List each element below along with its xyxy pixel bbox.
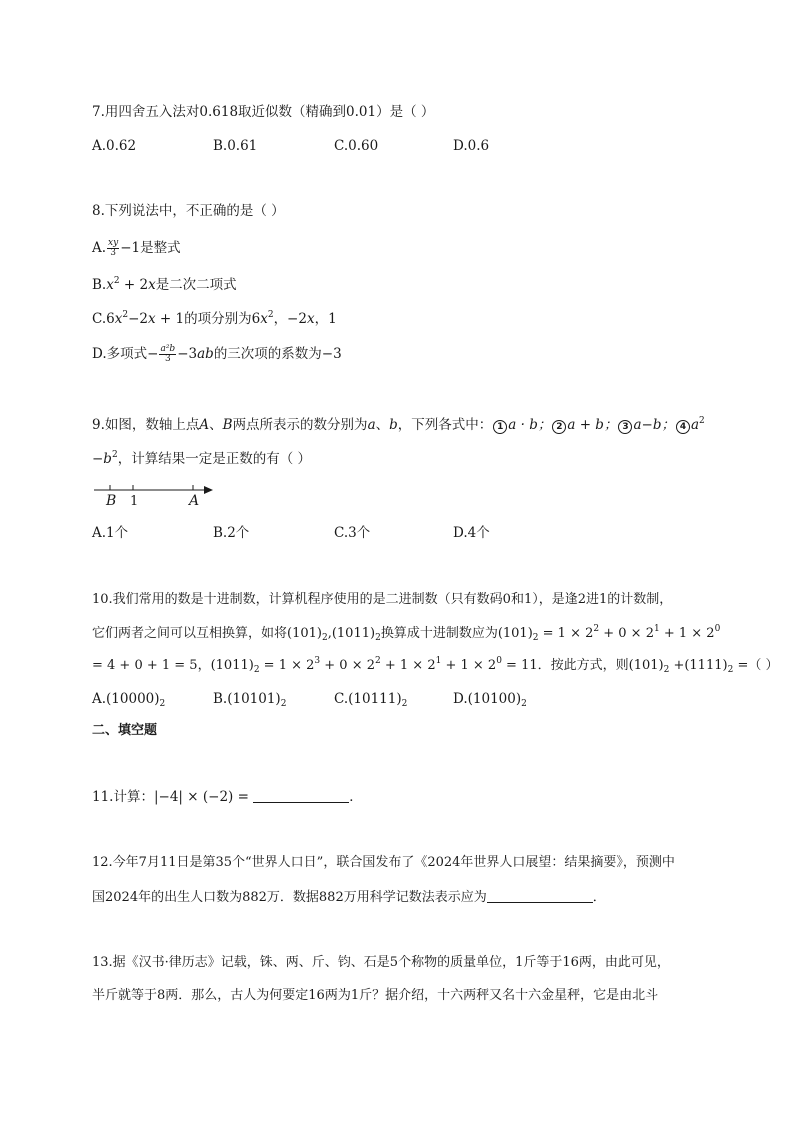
q10-option-b: $B.(10101)_2$ [213,691,287,709]
q8-option-b: $B.x^2 + 2x$是二次二项式 [92,276,237,293]
q9-option-d: D.4个 [453,525,490,541]
section-title-fill-in: 二、填空题 [92,723,158,738]
number-line-arrow-icon [204,486,213,494]
q12-stem-line2: 国2024年的出生人口数为882万．数据882万用科学记数法表示应为 ． [92,890,606,905]
fraction: $\frac{\text{a²b}}{3}$ [160,344,176,364]
q10-option-c: $C.(10111)_2$ [334,691,408,709]
q10-option-a: $A.(10000)_2$ [92,691,166,709]
q9-option-a: A.1个 [92,525,129,541]
q7-option-d: D.0.6 [453,138,490,154]
q10-option-d: $D.(10100)_2$ [453,691,527,709]
q8-option-c: $C.6x^2-2x + 1$的项分别为$6x^2$，−2x，1 [92,310,337,327]
q13-stem-line2: 半斤就等于8两．那么，古人为何要定16两为1斤？据介绍，十六两秤又名十六金星秤，它是由北斗 [92,988,659,1003]
circled-number-3: 3 [618,420,632,434]
q9-stem-line1: 9.如图，数轴上点A、B两点所表示的数分别为a、b，下列各式中： 1 a · b； 2 a + b； 3 a−b； 4 $a^2$ [92,416,705,433]
label-b: B [106,493,117,509]
circled-number-1: 1 [493,420,507,434]
q13-stem-line1: 13.据《汉书·律历志》记载，铢、两、斤、钧、石是5个称物的质量单位，1斤等于16两，由此可见， [92,955,670,970]
q8-stem: 8.下列说法中，不正确的是（ ） [92,203,285,219]
circled-number-2: 2 [552,420,566,434]
q10-stem-line1: 10.我们常用的数是十进制数，计算机程序使用的是二进制数（只有数码0和1），是逢2进1的计数制， [92,592,673,607]
q12-stem-line1: 12.今年7月11日是第35个“世界人口日”，联合国发布了《2024年世界人口展望：结果摘要》，预测中 [92,855,675,870]
answer-blank[interactable] [253,788,349,803]
number-line-figure [92,480,222,510]
q7-stem: 7.用四舍五入法对0.618取近似数（精确到0.01）是（ ） [92,104,435,120]
q7-option-a: A.0.62 [92,138,137,154]
fraction: $\frac{xy}{3}$ [108,238,119,258]
q8-option-a: A. $\frac{xy}{3}$ −1是整式 [92,238,181,258]
q10-stem-line2: 它们两者之间可以互相换算，如将$(101)_2,(1011)_2$换算成十进制数应为$(101)_2 = 1 \times 2^2 + 0 \times 2^1 + 1 \times 2^0$ [92,624,721,643]
answer-blank[interactable] [487,888,593,903]
q11-stem: 11.计算：|−4| × (−2) = ． [92,789,363,805]
label-a: A [189,493,200,509]
q9-option-c: C.3个 [334,525,371,541]
q7-option-b: B.0.61 [213,138,258,154]
q9-stem-line2: $-b^2$，计算结果一定是正数的有（ ） [92,450,311,467]
q10-stem-line3: = 4 + 0 + 1 = 5，$(1011)_2 = 1 \times 2^3 + 0 \times 2^2 + 1 \times 2^1 + 1 \times 2^0 = 11$．按此方式，则$(101)_2 +(1111)_2$ =（ ） [92,656,779,675]
label-1: 1 [130,494,139,509]
circled-number-4: 4 [676,420,690,434]
q8-option-d: D.多项式− $\frac{\text{a²b}}{3}$ −3ab的三次项的系数为−3 [92,344,342,364]
q9-option-b: B.2个 [213,525,250,541]
q7-option-c: C.0.60 [334,138,379,154]
